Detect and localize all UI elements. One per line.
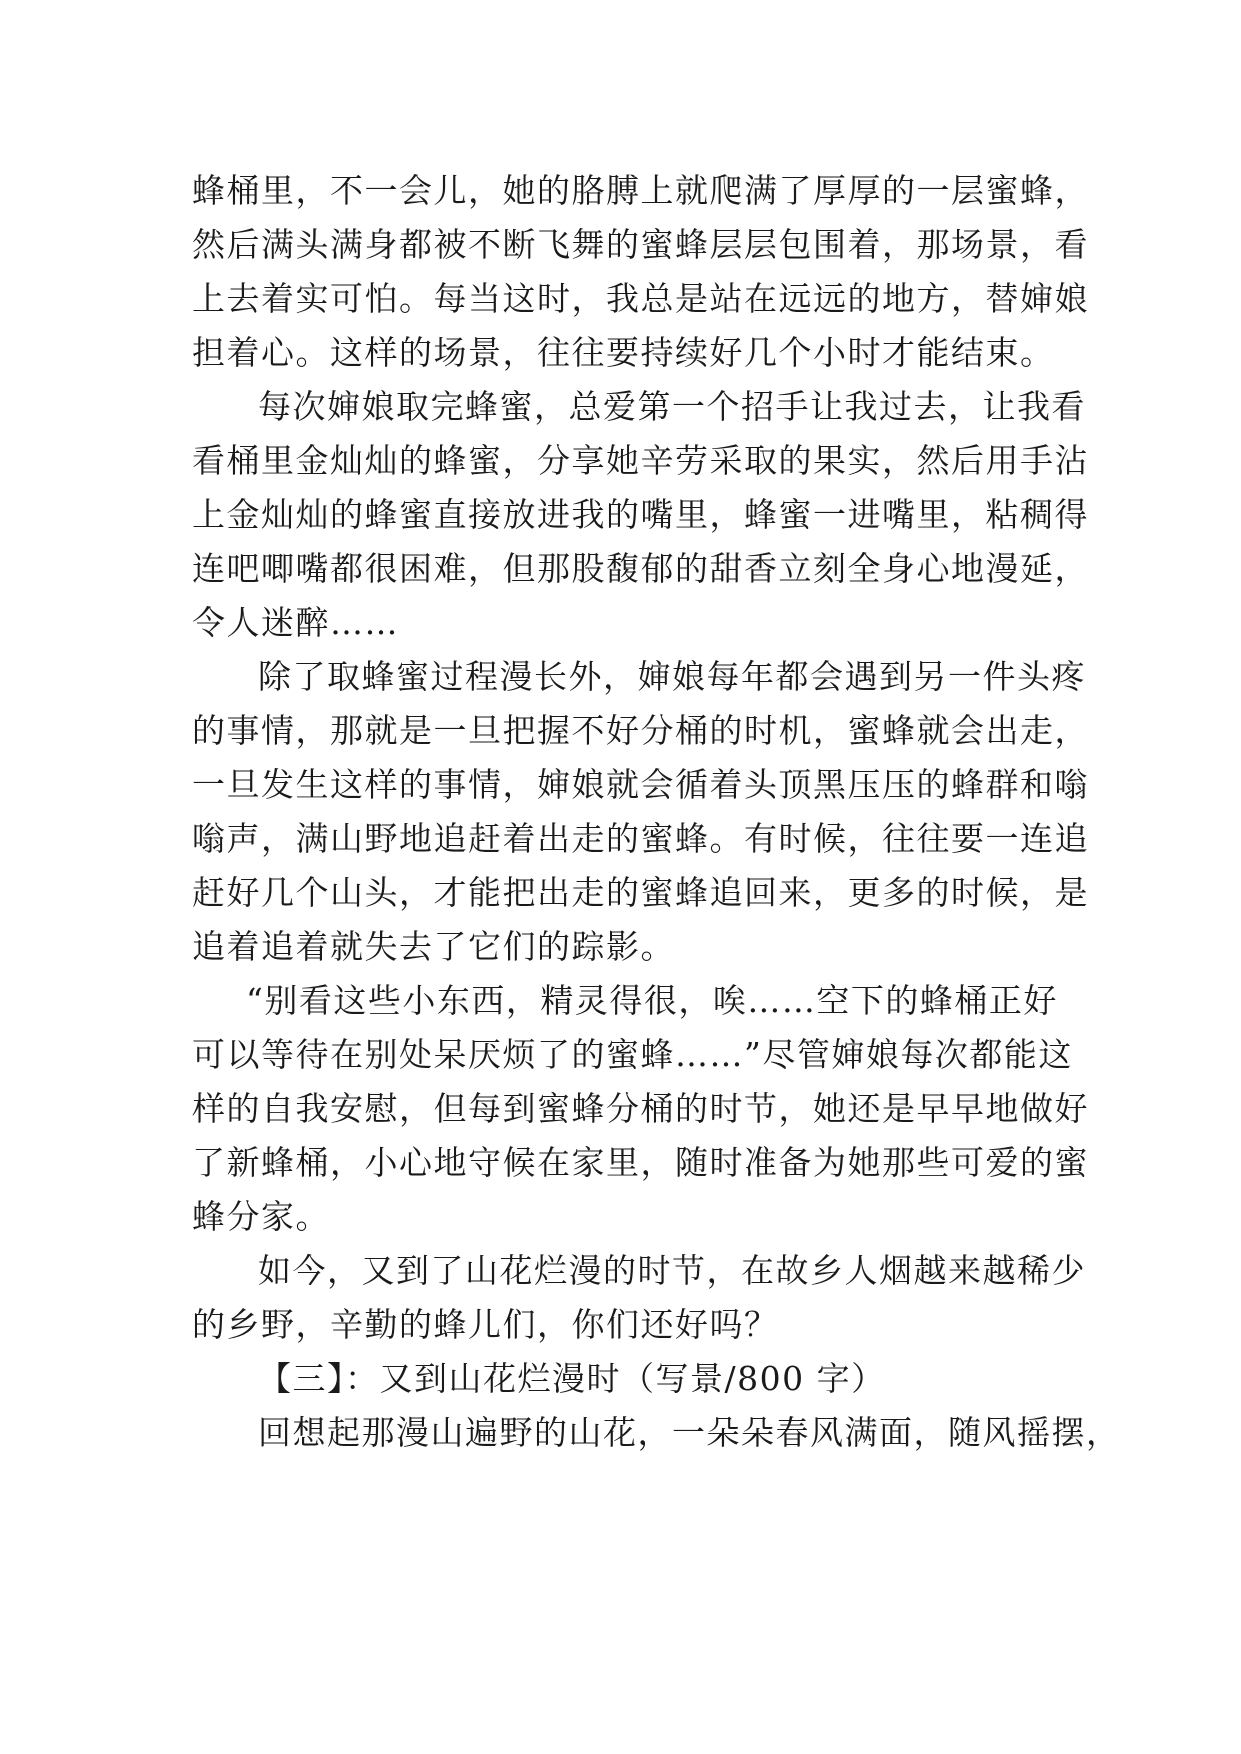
text-line-24: 回想起那漫山遍野的山花，一朵朵春风满面，随风摇摆， — [258, 1413, 1121, 1452]
text-line-21: 如今，又到了山花烂漫的时节，在故乡人烟越来越稀少 — [258, 1251, 1086, 1290]
text-line-2: 然后满头满身都被不断飞舞的蜜蜂层层包围着，那场景，看 — [192, 225, 1089, 264]
text-line-16: “别看这些小东西，精灵得很，唉……空下的蜂桶正好 — [246, 981, 1058, 1020]
text-line-5: 每次婶娘取完蜂蜜，总爱第一个招手让我过去，让我看 — [258, 387, 1086, 426]
section-heading: 【三】：又到山花烂漫时（写景/800 字） — [258, 1359, 886, 1398]
text-line-12: 一旦发生这样的事情，婶娘就会循着头顶黑压压的蜂群和嗡 — [192, 765, 1089, 804]
text-line-8: 连吧唧嘴都很困难，但那股馥郁的甜香立刻全身心地漫延， — [192, 549, 1089, 588]
text-line-3: 上去着实可怕。每当这时，我总是站在远远的地方，替婶娘 — [192, 279, 1089, 318]
text-line-15: 追着追着就失去了它们的踪影。 — [192, 927, 675, 966]
text-line-20: 蜂分家。 — [192, 1197, 330, 1236]
text-line-22: 的乡野，辛勤的蜂儿们，你们还好吗？ — [192, 1305, 779, 1344]
text-line-17: 可以等待在别处呆厌烦了的蜜蜂……”尽管婶娘每次都能这 — [192, 1035, 1073, 1074]
text-line-11: 的事情，那就是一旦把握不好分桶的时机，蜜蜂就会出走， — [192, 711, 1089, 750]
text-line-10: 除了取蜂蜜过程漫长外，婶娘每年都会遇到另一件头疼 — [258, 657, 1086, 696]
text-line-19: 了新蜂桶，小心地守候在家里，随时准备为她那些可爱的蜜 — [192, 1143, 1089, 1182]
text-line-14: 赶好几个山头，才能把出走的蜜蜂追回来，更多的时候，是 — [192, 873, 1089, 912]
text-line-7: 上金灿灿的蜂蜜直接放进我的嘴里，蜂蜜一进嘴里，粘稠得 — [192, 495, 1089, 534]
text-line-6: 看桶里金灿灿的蜂蜜，分享她辛劳采取的果实，然后用手沾 — [192, 441, 1089, 480]
text-line-1: 蜂桶里，不一会儿，她的胳膊上就爬满了厚厚的一层蜜蜂， — [192, 171, 1089, 210]
text-line-9: 令人迷醉…… — [192, 603, 399, 642]
text-line-13: 嗡声，满山野地追赶着出走的蜜蜂。有时候，往往要一连追 — [192, 819, 1089, 858]
text-line-18: 样的自我安慰，但每到蜜蜂分桶的时节，她还是早早地做好 — [192, 1089, 1089, 1128]
text-line-4: 担着心。这样的场景，往往要持续好几个小时才能结束。 — [192, 333, 1055, 372]
